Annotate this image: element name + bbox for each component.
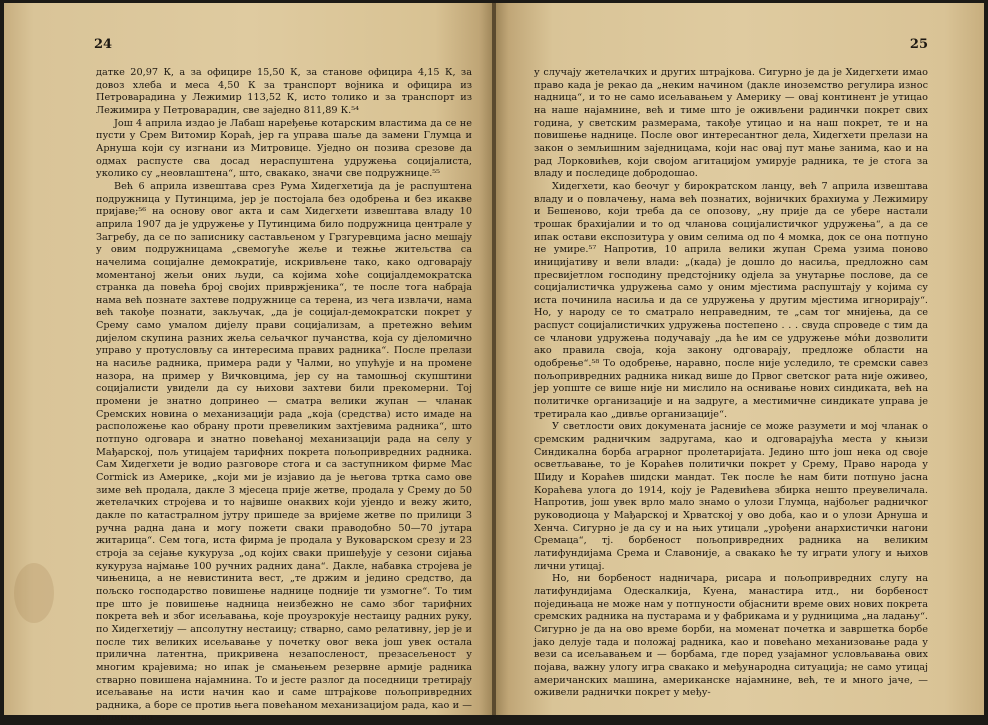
paper-stain bbox=[14, 563, 54, 623]
right-page bbox=[494, 3, 984, 715]
left-page bbox=[4, 3, 494, 724]
page-number-right: 25 bbox=[909, 37, 928, 52]
book-spread bbox=[4, 3, 984, 724]
paragraph: Већ 6 априла извештава срез Рума Хидегхетија да је распуштена подружница у Путинцима, јер је постојала без одобрења и без икакве пријаве;⁵⁶ на основу овог акта и сам Хидегхети извештава владу 10 априла 1907 да је удружење у Путинцима било подружница централе у Загребу, да се по записнику састављеном у Грзгуревцима јасно мешају у овим подружницама „свемогуће жеље и тежње житељства са начелима социјалне демократије, искривљене тако, како одговарају моментаној жељи оних људи, са којима хоће социјалдемократска странка да повећа број својих привржјеника“, те после тога набраја нама већ познате захтеве подружнице са терена, из чега извлачи, нама већ такође познати, закључак, „да је социјал-демократски покрет у Срему само умалом дијелу прави социјализам, а претежно већим дијелом скупина разних жеља сељачког пучанства, која су дјеломично управо у протусловљу са интересима правих радника“. После прелази на насиље радника, примера ради у Чалми, но упућује и на промене назора, на пример у Вичковцима, јер су на тамошњој скупштини социјалисти увидели да су њихови захтеви били прекомерни. Тој промени је знатно допринео — сматра велики жупан — чланак Сремских новина о механизацији рада „која (средства) исто имаде на расположење као обрану проти превеликим захтјевима радника“, што потпуно одговара и знатно повећаној механизацији рада на селу у Мађарској, пољ утицајем тарифних покрета пољопривредних радника. Сам Хидегхети је водио разговоре стога и са заступником фирме Mac Cormick из Америке, „који ми је изјавио да је његова тртка само ове зиме већ продала, дакле 3 мјесеца прије жетве, продала у Срему до 50 жетелачких стројева и то највише онаквих који ујендо и вежу жито, дакле по катастралном јутру пришеде за вријеме жетве по прилици 3 ручна радна дана и могу пожети сваки прaвoдобно 50—70 јутара житарица“. Сем тога, иста фирма је продала у Вуковарском срезу и 23 строја за сејање кукуруза „од којих сваки пришеђује у сезони сијања кукуруза најмање 100 ручних радних дана“. Дакле, набавка стројева је чињеница, а не невистинита вест, „те држим и једино средство, да пољско господарство повишење наднице подније ти узмогне“. То тим пре што је повишење надница неизбежно не само због тарифних покрета већ и због исељавања, које проузрокује нестаицу радних руку, по Хидегхетију — апсолутну нестаицу; стварно, само релативну, јер је и после тих великих исељавање у почетку овог века још увек остала прилична латентна, прикривена незапосленост, презасељеност у многим крајевима; но ипак је смањењем резервне армије радника стварно повишена најамнина. То и јесте разлог да поседници третирају исељавање на исти начин као и саме штрајкове пољопривредних радника, а боре се против њега повећаном механизацијом рада, као и — делимично — bbox=[96, 180, 472, 724]
right-page-text bbox=[534, 67, 928, 700]
paragraph: Хидегхети, као беочуг у бирократском ланцу, већ 7 априла извештава владу и о повлачењу, нама већ познатих, војничких брахиума у Лежимиру и Бешеново, који треба да се опозову, „ну прије да се уберe настали трошак брахијалии и то од чланова социјалистичког удружења“, а да се ипак остави експозитура у овим селима од по 4 момка, док се она потпуно не умире.⁵⁷ Напротив, 10 априла велики жупан Срема узима поново иницијативу и вели влади: „(када) је дошло до насиља, предложно сам пресвијетлом господину предстојнику одјела за унутарње послове, да се социјалистичка удружења само у оним мјестима распуштају у којима су иста починила насиља и да се удружења у другим мјестима игнорирају“. Но, у народу се то сматрало неправедним, те „сам тог мнијења, да се распуст социјалистичких удружења постепено . . . свуда спроведе с тим да се чланови удружења подучавају „да ће им се удружење мóћи дозволити ако правила своја, која закону одговарају, предложе области на одобрење“.⁵⁸ То одобрење, наравно, после није уследило, те сремски савез пољопривредних радника никад више до Првог светског рата није оживео, јер уопште се више није ни мислило на оснивање нових синдиката, већ на политичке организације и на задруге, а местимичне синдикате управа је третирала као „дивље организације“. bbox=[534, 180, 928, 420]
paragraph: Још 4 априла издао је Лабаш наређење котарским властима да се не пусти у Срем Витомир Кораћ, јер га управа шаље да замени Глумца и Арнуша који су изгнани из Митровице. Уједно он позива срезове да одмах распусте сва досад нераспуштена удружења социјалиста, уколико су „неовлаштена“, што, свакако, значи све подружнице.⁵⁵ bbox=[96, 117, 472, 180]
page-number-left: 24 bbox=[94, 37, 113, 52]
paragraph: У светлости ових докумената јасније се може разумети и мој чланак о сремским радничким задругама, као и одговарајућа места у књизи Синдикална борба аграрног пролетаријата. Једино што још нека од своје осветљавање, то је Кораћев политички покрет у Срему, Право народа у Шиду и Кораћев шидски мандат. Тек после ће нам бити потпуно јасна Кораћева улога до 1914, коју је Радевићева збирка нешто преувеличала. Напротив, још увек врло мало знамо о улози Глумца, најбољег радничког руководиоца у Мађарској и Хрватској у ово доба, као и о улози Арнуша и Хенча. Сигурно је да су и на њих утицали „урођени анархистички нагони Сремаца“, тј. борбеност пољопривредних радника на великим латифундијама Срема и Славоније, а свакако ће ту играти улогу и њихов лични утицај. bbox=[534, 421, 928, 572]
book-spine bbox=[492, 3, 496, 715]
paragraph: датке 20,97 К, а за официре 15,50 К, за станове официра 4,15 К, за довоз хлеба и меса 4,50 К за транспорт војника и официра из Петроварадина у Лежимир 113,52 К, исто толико и за транспорт из Лежимира у Петроварадин, све заједно 811,89 К.⁵⁴ bbox=[96, 67, 472, 116]
paragraph: у случају жетелачких и других штрајкова. Сигурно је да је Хидегхети имао право када је рекао да „неким начином (дакле иноземство регулира износ надница“, и то не само исељавањем у Америку — овај континент је утицао на наше најамнине, већ и тиме што је оживљени радинчки покрет свих година, у светским размерама, такође утицао и на наш покрет, те и на повишење наднице. После овог интересантног дела, Хидегхети прелази на закон о земљишним заједницама, који нас овај пут мање занима, као и на рад Лорковићев, који својом агитацијом умирује радника, те је стога за владу и последице добродошао. bbox=[534, 67, 928, 180]
paragraph: Но, ни борбеност надничара, рисара и пољопривредних слугу на латифундијама Одескалкија, Куена, манастира итд., ни борбеност поједињаца не може нам у потпуности објаснити време ових нових покрета сремских радника на пустарама и у фабрикама и у рудницима „на ладању“. Сигурно је да на ово време борби, на моменат почетка и завршетка борбе јако делује тада и положај радника, као и повећано механизовање рада у вези са исељавањем и — борбама, где поред узајамног условљавања ових појава, важну улогу игра свакако и међународна ситуација; не само утицај америчанских машина, американске најамнине, већ, те и много јаче, — оживели раднички покрет у међу- bbox=[534, 573, 928, 699]
left-page-text bbox=[96, 67, 472, 725]
